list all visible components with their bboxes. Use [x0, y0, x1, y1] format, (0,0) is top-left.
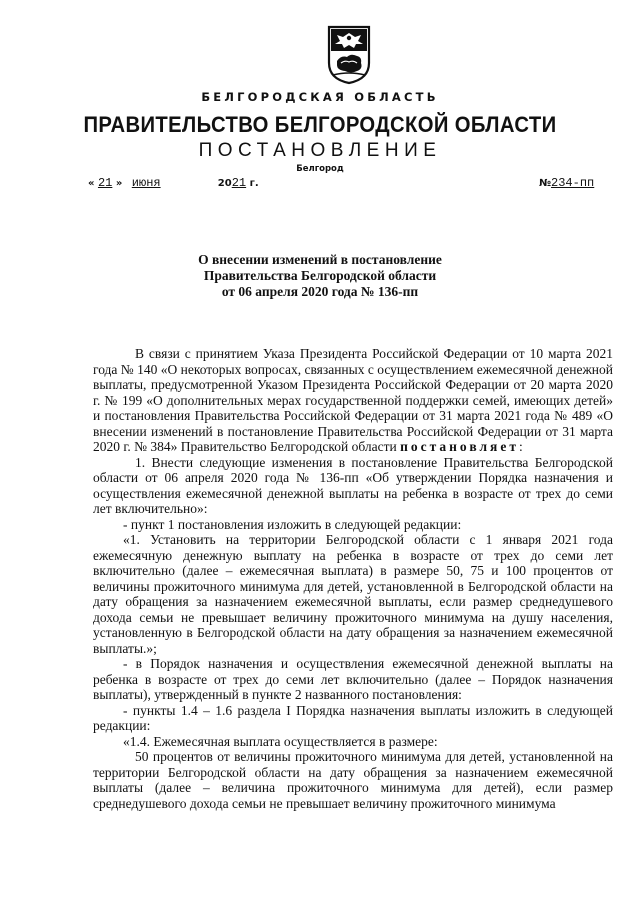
date-year-suffix: 21: [231, 176, 247, 190]
title-line-1: О внесении изменений в постановление: [198, 252, 442, 267]
date-close-quote: »: [115, 178, 123, 189]
number-prefix: №: [539, 178, 552, 189]
title-line-2: Правительства Белгородской области: [203, 268, 437, 283]
paragraph-quoted-1-4: «1.4. Ежемесячная выплата осуществляется в размере:: [123, 733, 438, 749]
date-day: 21: [97, 176, 113, 190]
preamble-resolves: постановляет: [400, 439, 519, 454]
date-open-quote: «: [88, 178, 95, 189]
preamble-colon: :: [518, 439, 523, 454]
date-month: июня: [131, 176, 161, 190]
paragraph-quoted-point-1: «1. Установить на территории Белгородской области с 1 января 2021 года ежемесячную денежную выплату на ребенка в возрасте от трех до семи лет включительно (далее – ежемесячная выплата) в размере 50, 75 и 100 процентов от величины прожиточного минимума для детей, установленной в Белгородской области на дату обращения за назначением ежемесячной выплаты, если размер среднедушевого дохода семьи не превышает величину прожиточного минимума на душу населения, установленную в Белгородской области на дату обращения за назначением ежемесячной выплаты.»;: [93, 532, 613, 656]
document-number: [539, 176, 594, 190]
document-date: [88, 176, 259, 190]
paragraph-points-1-4-1-6: - пункты 1.4 – 1.6 раздела I Порядка назначения выплаты изложить в следующей редакции:: [93, 702, 613, 733]
city-name: Белгород: [296, 164, 344, 174]
paragraph-procedure: - в Порядок назначения и осуществления ежемесячной денежной выплаты на ребенка в возрасте от трех до семи лет включительно (далее – Порядок назначения выплаты), утвержденный в пункте 2 названного постановления:: [93, 656, 613, 702]
preamble-text: В связи с принятием Указа Президента Российской Федерации от 10 марта 2021 года № 140 «О некоторых вопросах, связанных с осуществлением ежемесячной денежной выплаты, предусмотренной Указом Президента Российской Федерации от 20 марта 2020 г. № 199 «О дополнительных мерах государственной поддержки семей, имеющих детей» и постановления Правительства Российской Федерации от 31 марта 2021 года № 489 «О внесении изменений в постановление Правительства Российской Федерации от 31 марта 2020 г. № 384» Правительство Белгородской области: [93, 346, 613, 454]
document-type: ПОСТАНОВЛЕНИЕ: [198, 140, 442, 161]
region-name: БЕЛГОРОДСКАЯ ОБЛАСТЬ: [201, 90, 439, 104]
date-year-prefix: 20: [217, 178, 232, 189]
coat-of-arms-icon: [327, 25, 371, 85]
paragraph-50-percent: 50 процентов от величины прожиточного минимума для детей, установленной на территории Белгородской области на дату обращения за назначением ежемесячной выплаты (далее – величина прожиточного минимума для детей), если размер среднедушевого дохода семьи не превышает величину прожиточного минимума: [93, 749, 613, 811]
paragraph-item-1: 1. Внести следующие изменения в постановление Правительства Белгородской области от 06 апреля 2020 года № 136-пп «Об утверждении Порядка назначения и осуществления ежемесячной денежной выплаты на ребенка в возрасте от трех до семи лет включительно»:: [93, 454, 613, 516]
document-body: [93, 346, 613, 811]
paragraph-item-point-1: - пункт 1 постановления изложить в следующей редакции:: [123, 516, 462, 532]
paragraph-preamble: [93, 346, 613, 455]
title-line-3: от 06 апреля 2020 года № 136-пп: [221, 284, 419, 299]
date-year-abbr: г.: [249, 178, 259, 189]
document-title: [0, 252, 640, 300]
number-value: 234-пп: [551, 176, 595, 190]
government-name: ПРАВИТЕЛЬСТВО БЕЛГОРОДСКОЙ ОБЛАСТИ: [83, 112, 557, 137]
